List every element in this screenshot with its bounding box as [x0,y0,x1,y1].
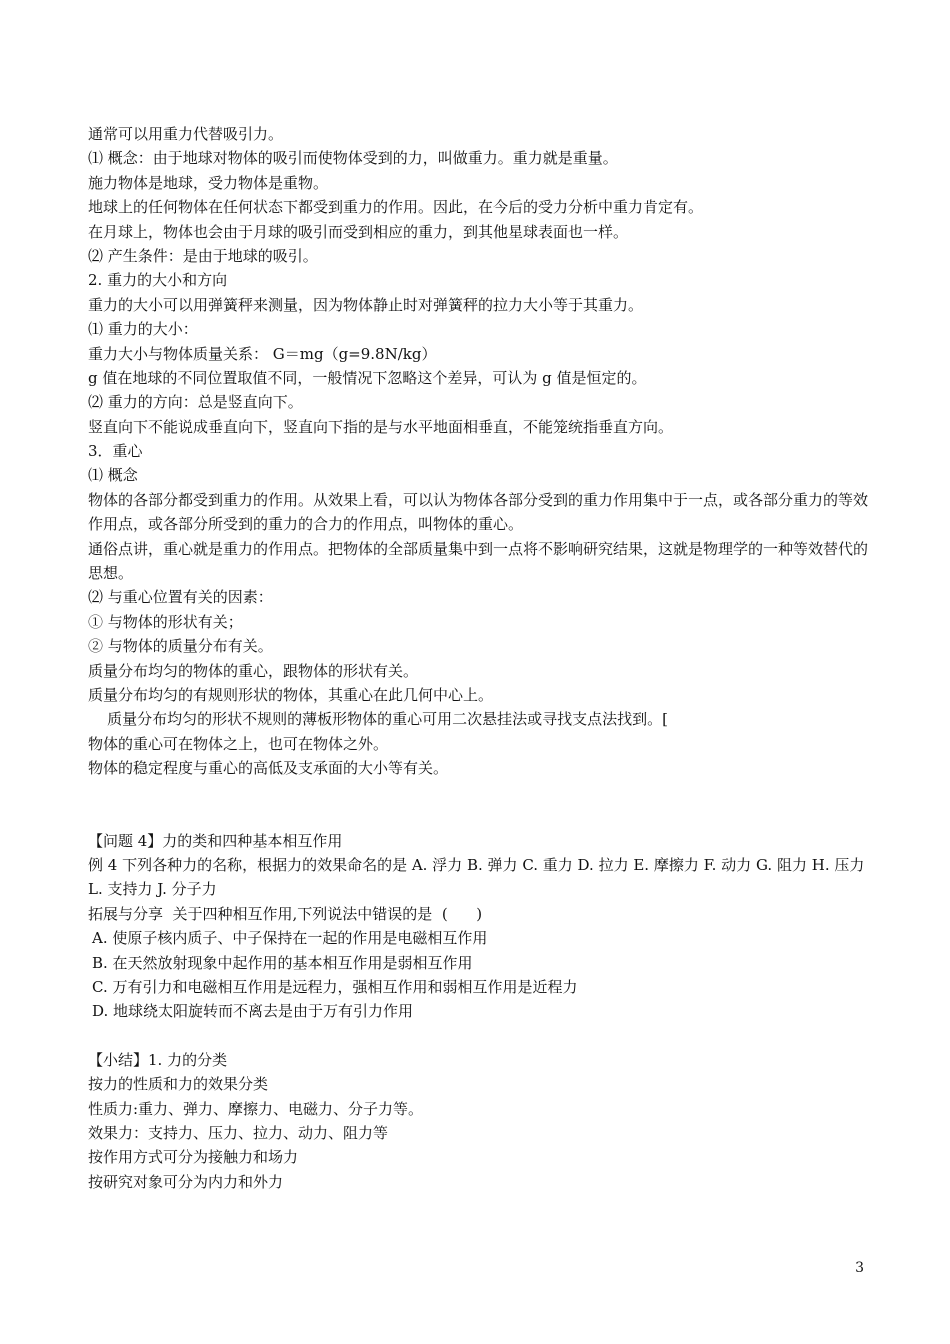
summary-line: 效果力：支持力、压力、拉力、动力、阻力等 [88,1123,389,1142]
problem-example: 例 4 下列各种力的名称，根据力的效果命名的是 A. 浮力 B. 弹力 C. 重力 D. 拉力 E. 摩擦力 F. 动力 G. 阻力 H. 压力 L. 支持力 J. 分子力 [88,856,865,899]
paragraph-center-plain: 通俗点讲，重心就是重力的作用点。把物体的全部质量集中到一点将不影响研究结果，这就是物理学的一种等效替代的思想。 [88,539,869,583]
text-line: 竖直向下不能说成垂直向下，竖直向下指的是与水平地面相垂直，不能笼统指垂直方向。 [88,417,674,436]
spacer [88,781,878,829]
text-line: ① 与物体的形状有关； [88,612,243,631]
summary-line: 性质力:重力、弹力、摩擦力、电磁力、分子力等。 [88,1099,424,1118]
formula-line: 重力大小与物体质量关系： G＝mg（g=9.8N/kg） [88,344,437,363]
option-b: B. 在天然放射现象中起作用的基本相互作用是弱相互作用 [92,953,473,972]
text-line: 施力物体是地球，受力物体是重物。 [88,173,329,192]
page-content [88,122,878,1194]
spacer [88,1024,878,1048]
text-line: 地球上的任何物体在任何状态下都受到重力的作用。因此，在今后的受力分析中重力肯定有。 [88,198,704,217]
text-line: ⑵ 重力的方向：总是竖直向下。 [88,393,303,412]
text-line: ⑵ 与重心位置有关的因素： [88,588,273,607]
summary-line: 按作用方式可分为接触力和场力 [88,1148,299,1167]
option-c: C. 万有引力和电磁相互作用是远程力，强相互作用和弱相互作用是近程力 [92,977,578,996]
text-line: ② 与物体的质量分布有关。 [88,637,273,656]
text-line: 质量分布均匀的物体的重心，跟物体的形状有关。 [88,661,419,680]
text-line: ⑴ 概念：由于地球对物体的吸引而使物体受到的力，叫做重力。重力就是重量。 [88,149,618,168]
summary-line: 按力的性质和力的效果分类 [88,1075,269,1094]
paragraph-center-definition: 物体的各部分都受到重力的作用。从效果上看，可以认为物体各部分受到的重力作用集中于一点，或各部分重力的等效作用点，或各部分所受到的重力的合力的作用点，叫物体的重心。 [88,490,869,534]
text-line: 通常可以用重力代替吸引力。 [88,125,284,143]
text-line: ⑴ 概念 [88,466,138,485]
problem-extension: 拓展与分享 关于四种相互作用,下列说法中错误的是 ( ) [88,904,483,923]
section-heading: 2. 重力的大小和方向 [88,271,228,290]
text-line: 质量分布均匀的形状不规则的薄板形物体的重心可用二次悬挂法或寻找支点法找到。[ [88,710,668,729]
option-d: D. 地球绕太阳旋转而不离去是由于万有引力作用 [92,1002,414,1021]
text-line: 物体的稳定程度与重心的高低及支承面的大小等有关。 [88,759,449,778]
text-line: ⑵ 产生条件：是由于地球的吸引。 [88,246,318,265]
problem-heading: 【问题 4】力的类和四种基本相互作用 [88,831,343,850]
option-a: A. 使原子核内质子、中子保持在一起的作用是电磁相互作用 [92,929,488,948]
section-heading: 3．重心 [88,442,143,461]
text-line: 重力的大小可以用弹簧秤来测量，因为物体静止时对弹簧秤的拉力大小等于其重力。 [88,295,644,314]
text-line: 物体的重心可在物体之上，也可在物体之外。 [88,734,389,753]
page-number: 3 [855,1260,864,1276]
text-line: 质量分布均匀的有规则形状的物体，其重心在此几何中心上。 [88,686,494,705]
text-line: ⑴ 重力的大小： [88,320,198,339]
summary-heading: 【小结】1. 力的分类 [88,1050,228,1069]
summary-line: 按研究对象可分为内力和外力 [88,1172,284,1191]
text-line: 在月球上，物体也会由于月球的吸引而受到相应的重力，到其他星球表面也一样。 [88,222,629,241]
text-line: g 值在地球的不同位置取值不同，一般情况下忽略这个差异，可认为 g 值是恒定的。 [88,368,647,387]
